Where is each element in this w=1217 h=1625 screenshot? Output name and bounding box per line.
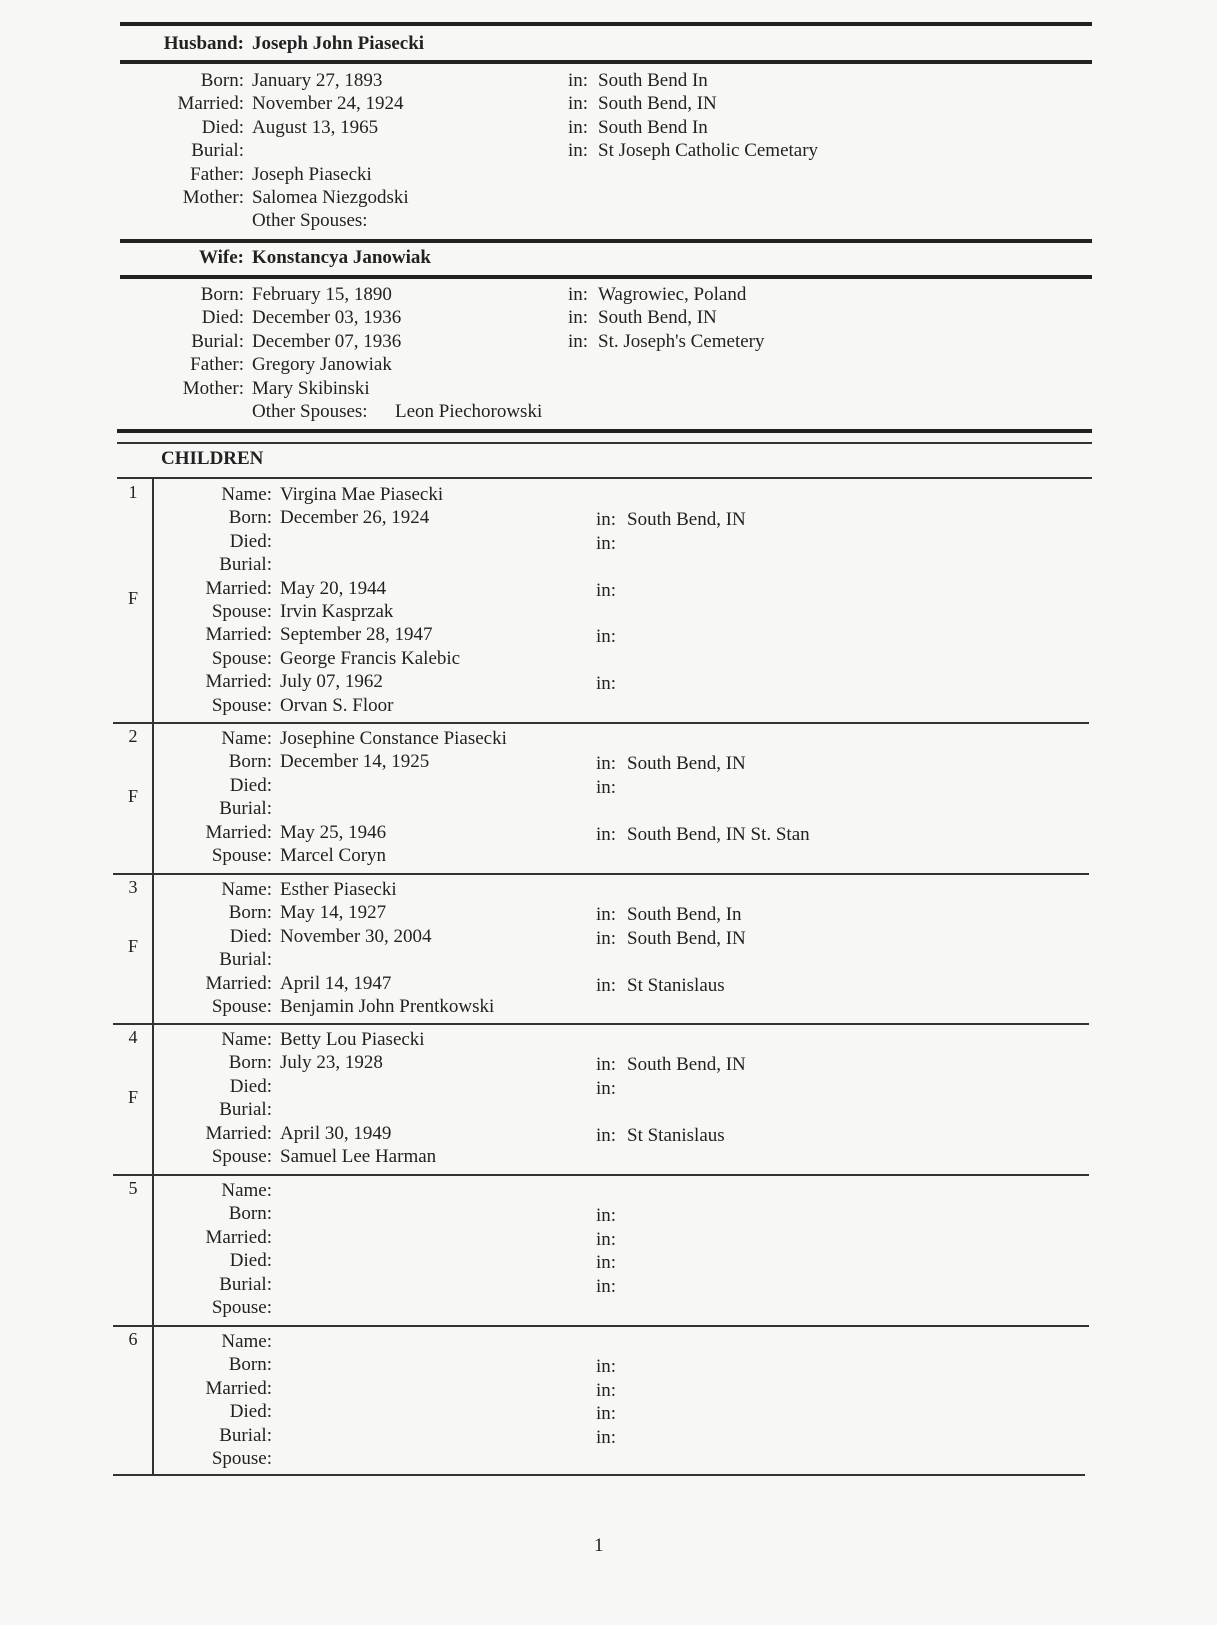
husband-field-value: Salomea Niezgodski bbox=[252, 187, 409, 208]
child-place-value: South Bend, IN bbox=[627, 927, 746, 949]
wife-place-label: in: bbox=[568, 284, 589, 305]
husband-field-label: Died: bbox=[201, 116, 244, 138]
child-place-label: in: bbox=[596, 1054, 617, 1076]
child-place-label: in: bbox=[596, 532, 617, 554]
husband-field-label: Father: bbox=[190, 163, 244, 185]
husband-heading bbox=[0, 33, 1217, 57]
child-field-value: Betty Lou Piasecki bbox=[280, 1029, 425, 1050]
child-field-label: Born: bbox=[228, 1354, 272, 1376]
husband-field-value: January 27, 1893 bbox=[252, 70, 383, 91]
child-field-value: George Francis Kalebic bbox=[280, 647, 461, 669]
child-field-label: Born: bbox=[228, 902, 272, 924]
children-top-rule-2 bbox=[117, 442, 1092, 444]
husband-place-value: South Bend, IN bbox=[598, 93, 717, 115]
child-block-rule bbox=[113, 722, 1089, 724]
husband-place-value: St Joseph Catholic Cemetary bbox=[598, 140, 819, 162]
child-block-rule bbox=[113, 873, 1089, 875]
child-place-label: in: bbox=[596, 1228, 617, 1250]
husband-heading-label: Husband: bbox=[163, 33, 244, 54]
child-place-value: St Stanislaus bbox=[627, 1124, 725, 1146]
husband-place-label: in: bbox=[568, 140, 589, 162]
child-place-label: in: bbox=[596, 579, 617, 601]
child-block-rule bbox=[113, 1174, 1089, 1176]
wife-field-value: December 07, 1936 bbox=[252, 330, 402, 352]
child-field-value: September 28, 1947 bbox=[280, 624, 433, 646]
child-field-value: July 23, 1928 bbox=[280, 1052, 383, 1074]
child-field-label: Married: bbox=[205, 1377, 272, 1399]
child-place-label: in: bbox=[596, 509, 617, 531]
wife-field-value: February 15, 1890 bbox=[252, 284, 392, 305]
wife-place-label: in: bbox=[568, 307, 589, 329]
child-field-label: Name: bbox=[221, 879, 272, 900]
child-place-label: in: bbox=[596, 1077, 617, 1099]
child-field-label: Died: bbox=[229, 1075, 272, 1097]
child-block-divider bbox=[152, 873, 154, 1023]
top-rule bbox=[120, 22, 1092, 26]
wife-top-rule bbox=[120, 239, 1092, 243]
child-field-label: Married: bbox=[205, 972, 272, 994]
child-field-value: April 14, 1947 bbox=[280, 972, 392, 994]
child-number: 3 bbox=[128, 877, 138, 897]
wife-field-value: Mary Skibinski bbox=[252, 377, 370, 399]
child-field-label: Burial: bbox=[219, 554, 272, 576]
husband-field-label: Born: bbox=[200, 70, 244, 91]
child-place-label: in: bbox=[596, 626, 617, 648]
child-field-label: Born: bbox=[228, 751, 272, 773]
child-number: 6 bbox=[128, 1329, 138, 1349]
child-block-rule bbox=[113, 1325, 1089, 1327]
child-block-divider bbox=[152, 1023, 154, 1174]
child-field-label: Married: bbox=[205, 577, 272, 599]
child-field-value: November 30, 2004 bbox=[280, 925, 432, 947]
wife-place-label: in: bbox=[568, 330, 589, 352]
child-place-value: South Bend, IN bbox=[627, 753, 746, 775]
child-field-label: Married: bbox=[205, 821, 272, 843]
child-block-rule bbox=[113, 1023, 1089, 1025]
child-field-value: Marcel Coryn bbox=[280, 845, 387, 866]
husband-other-spouses-label: Other Spouses: bbox=[252, 210, 368, 232]
child-place-label: in: bbox=[596, 673, 617, 695]
child-place-label: in: bbox=[596, 753, 617, 775]
child-place-value: South Bend, IN bbox=[627, 509, 746, 531]
child-number: 2 bbox=[128, 726, 138, 746]
child-field-value: April 30, 1949 bbox=[280, 1122, 392, 1144]
husband-place-label: in: bbox=[568, 116, 589, 138]
child-place-value: St Stanislaus bbox=[627, 974, 725, 996]
child-place-label: in: bbox=[596, 1275, 617, 1297]
wife-field-value: December 03, 1936 bbox=[252, 307, 402, 329]
child-field-label: Spouse: bbox=[211, 601, 272, 622]
child-sex: F bbox=[127, 785, 138, 806]
wife-field-label: Died: bbox=[201, 307, 244, 329]
child-field-label: Married: bbox=[205, 1226, 272, 1248]
child-field-label: Name: bbox=[221, 1029, 272, 1050]
child-field-label: Burial: bbox=[219, 1424, 272, 1446]
page-number: 1 bbox=[594, 1535, 604, 1556]
wife-other-spouses-value: Leon Piechorowski bbox=[395, 401, 543, 422]
child-field-value: July 07, 1962 bbox=[280, 671, 383, 693]
child-field-label: Died: bbox=[229, 925, 272, 947]
husband-rule bbox=[120, 60, 1092, 64]
child-place-label: in: bbox=[596, 1379, 617, 1401]
child-field-label: Name: bbox=[221, 1331, 272, 1352]
husband-name: Joseph John Piasecki bbox=[252, 33, 425, 54]
child-field-label: Married: bbox=[205, 624, 272, 646]
child-place-value: South Bend, In bbox=[627, 904, 742, 926]
child-field-label: Died: bbox=[229, 774, 272, 796]
child-field-label: Spouse: bbox=[211, 1297, 272, 1318]
child-place-label: in: bbox=[596, 1252, 617, 1274]
wife-heading bbox=[0, 247, 1217, 271]
child-field-label: Name: bbox=[221, 728, 272, 749]
child-place-label: in: bbox=[596, 1205, 617, 1227]
child-field-label: Born: bbox=[228, 1052, 272, 1074]
child-sex: F bbox=[127, 936, 138, 956]
child-field-value: Virgina Mae Piasecki bbox=[280, 484, 444, 505]
child-place-label: in: bbox=[596, 1124, 617, 1146]
wife-place-value: Wagrowiec, Poland bbox=[598, 284, 747, 305]
child-field-label: Died: bbox=[229, 1250, 272, 1272]
wife-place-value: South Bend, IN bbox=[598, 307, 717, 329]
child-field-label: Married: bbox=[205, 671, 272, 693]
child-field-label: Spouse: bbox=[211, 1448, 272, 1469]
wife-field-label: Burial: bbox=[191, 330, 244, 352]
child-place-value: South Bend, IN bbox=[627, 1054, 746, 1076]
child-place-label: in: bbox=[596, 927, 617, 949]
child-block-divider bbox=[152, 478, 154, 722]
child-field-value: May 20, 1944 bbox=[280, 577, 387, 599]
child-field-label: Spouse: bbox=[211, 694, 272, 716]
children-heading-rule bbox=[117, 477, 1092, 479]
wife-field-label: Father: bbox=[190, 354, 244, 376]
child-field-label: Burial: bbox=[219, 949, 272, 971]
children-top-rule bbox=[117, 429, 1092, 433]
child-field-label: Name: bbox=[221, 484, 272, 505]
child-field-value: Irvin Kasprzak bbox=[280, 601, 394, 622]
child-place-label: in: bbox=[596, 823, 617, 845]
child-block-divider bbox=[152, 722, 154, 873]
child-field-label: Name: bbox=[221, 1180, 272, 1201]
child-number: 1 bbox=[128, 482, 138, 502]
husband-place-value: South Bend In bbox=[598, 70, 708, 91]
child-field-label: Died: bbox=[229, 1401, 272, 1423]
husband-field-label: Burial: bbox=[191, 140, 244, 162]
husband-field-value: November 24, 1924 bbox=[252, 93, 404, 115]
husband-field-value: August 13, 1965 bbox=[252, 116, 379, 138]
child-field-value: May 14, 1927 bbox=[280, 902, 387, 924]
child-field-label: Born: bbox=[228, 1203, 272, 1225]
child-sex: F bbox=[127, 588, 138, 608]
wife-rule bbox=[120, 275, 1092, 279]
child-number: 4 bbox=[128, 1027, 138, 1047]
husband-field-label: Married: bbox=[177, 93, 244, 115]
child-field-label: Married: bbox=[205, 1122, 272, 1144]
child-field-value: Josephine Constance Piasecki bbox=[280, 728, 507, 749]
child-number: 5 bbox=[128, 1178, 138, 1198]
child-block-divider bbox=[152, 1174, 154, 1325]
child-field-label: Spouse: bbox=[211, 647, 272, 669]
child-field-label: Spouse: bbox=[211, 996, 272, 1017]
husband-place-label: in: bbox=[568, 93, 589, 115]
child-field-label: Died: bbox=[229, 530, 272, 552]
child-place-label: in: bbox=[596, 776, 617, 798]
wife-other-spouses-label: Other Spouses: bbox=[252, 401, 368, 422]
child-place-value: South Bend, IN St. Stan bbox=[627, 823, 810, 845]
child-field-label: Spouse: bbox=[211, 1146, 272, 1167]
child-field-value: Samuel Lee Harman bbox=[280, 1146, 437, 1167]
child-place-label: in: bbox=[596, 974, 617, 996]
husband-place-value: South Bend In bbox=[598, 116, 708, 138]
child-place-label: in: bbox=[596, 1356, 617, 1378]
wife-field-value: Gregory Janowiak bbox=[252, 354, 392, 376]
child-field-label: Born: bbox=[228, 507, 272, 529]
child-block-rule bbox=[113, 1474, 1085, 1476]
child-field-value: December 14, 1925 bbox=[280, 751, 430, 773]
husband-field-label: Mother: bbox=[182, 187, 244, 208]
child-field-label: Spouse: bbox=[211, 845, 272, 866]
husband-place-label: in: bbox=[568, 70, 589, 91]
child-field-value: December 26, 1924 bbox=[280, 507, 430, 529]
child-block-divider bbox=[152, 1325, 154, 1474]
child-field-label: Burial: bbox=[219, 1273, 272, 1295]
wife-place-value: St. Joseph's Cemetery bbox=[598, 330, 765, 352]
child-field-label: Burial: bbox=[219, 798, 272, 820]
wife-heading-label: Wife: bbox=[198, 247, 244, 268]
children-heading: CHILDREN bbox=[161, 448, 264, 469]
child-field-value: Benjamin John Prentkowski bbox=[280, 996, 495, 1017]
wife-field-label: Born: bbox=[200, 284, 244, 305]
husband-field-value: Joseph Piasecki bbox=[252, 163, 372, 185]
wife-name: Konstancya Janowiak bbox=[252, 247, 431, 268]
child-sex: F bbox=[127, 1086, 138, 1107]
child-place-label: in: bbox=[596, 904, 617, 926]
wife-field-label: Mother: bbox=[182, 377, 244, 399]
child-field-value: Orvan S. Floor bbox=[280, 694, 394, 716]
child-place-label: in: bbox=[596, 1403, 617, 1425]
child-place-label: in: bbox=[596, 1426, 617, 1448]
child-field-value: May 25, 1946 bbox=[280, 821, 387, 843]
child-field-value: Esther Piasecki bbox=[280, 879, 397, 900]
child-field-label: Burial: bbox=[219, 1099, 272, 1121]
